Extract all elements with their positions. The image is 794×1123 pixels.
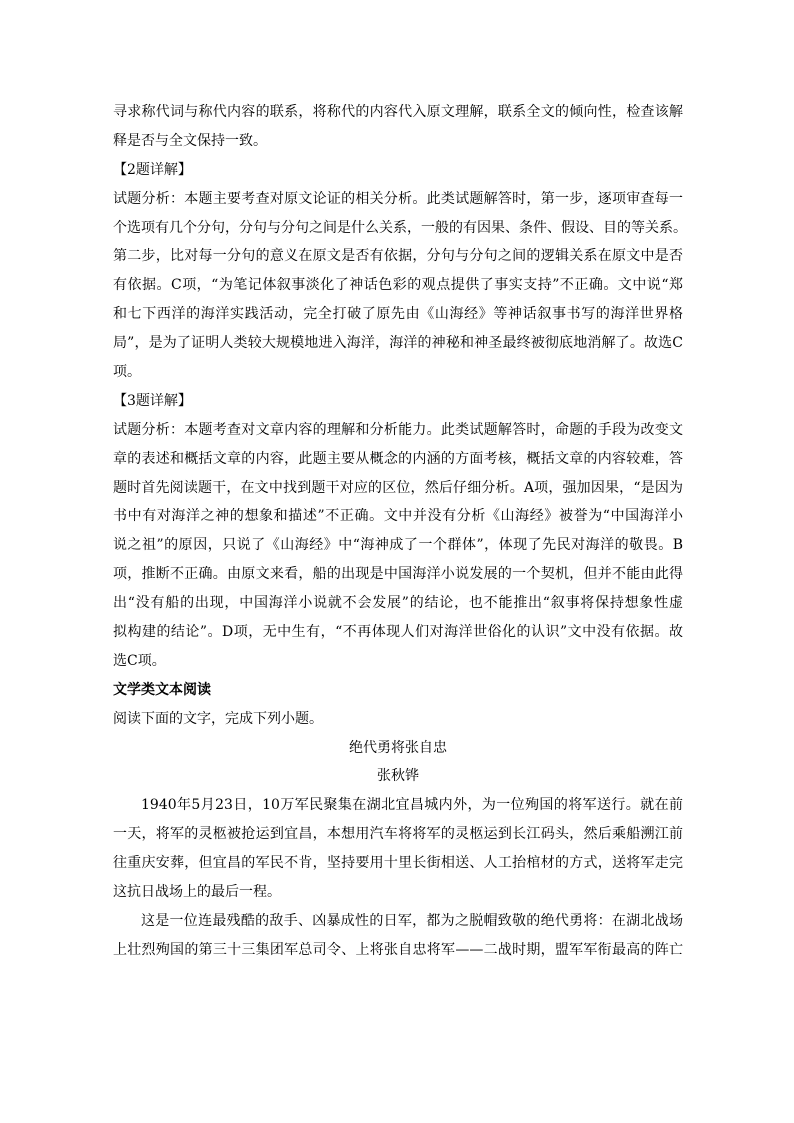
text-line: 章的表述和概括文章的内容，此题主要从概念的内涵的方面考核，概括文章的内容较难，答 xyxy=(113,450,683,467)
text-line: 第二步，比对每一分句的意义在原文是否有依据，分句与分句之间的逻辑关系在原文中是否 xyxy=(113,248,683,265)
text-line: 项，推断不正确。由原文来看，船的出现是中国海洋小说发展的一个契机，但并不能由此得 xyxy=(113,566,683,583)
section-heading-q2: 【2题详解】 xyxy=(113,161,192,178)
text-line: 有依据。C项，“为笔记体叙事淡化了神话色彩的观点提供了事实支持”不正确。文中说“郑 xyxy=(113,277,683,294)
text-line: 选C项。 xyxy=(113,652,166,669)
text-line: 出“没有船的出现，中国海洋小说就不会发展”的结论，也不能推出“叙事将保持想象性虚 xyxy=(113,595,683,612)
text-line: 局”，是为了证明人类较大规模地进入海洋，海洋的神秘和神圣最终被彻底地消解了。故选C xyxy=(113,335,683,352)
section-heading-q3: 【3题详解】 xyxy=(113,392,192,409)
instruction-text: 阅读下面的文字，完成下列小题。 xyxy=(113,710,323,727)
text-line: 寻求称代词与称代内容的联系，将称代的内容代入原文理解，联系全文的倾向性，检查该解 xyxy=(113,104,683,120)
text-line: 往重庆安葬，但宜昌的军民不肯，坚持要用十里长街相送、人工抬棺材的方式，送将军走完 xyxy=(113,855,683,872)
document-page xyxy=(113,98,687,965)
text-line: 这是一位连最残酷的敌手、凶暴成性的日军，都为之脱帽致敬的绝代勇将：在湖北战场 xyxy=(141,912,683,929)
text-line: 释是否与全文保持一致。 xyxy=(113,132,267,149)
article-author: 张秋铧 xyxy=(377,768,419,785)
text-line: 书中有对海洋之神的想象和描述”不正确。文中并没有分析《山海经》被誉为“中国海洋小 xyxy=(113,508,683,525)
text-line: 说之祖”的原因，只说了《山海经》中“海神成了一个群体”，体现了先民对海洋的敬畏。B xyxy=(113,537,683,554)
text-line: 和七下西洋的海洋实践活动，完全打破了原先由《山海经》等神话叙事书写的海洋世界格 xyxy=(113,306,683,323)
text-line: 1940年5月23日，10万军民聚集在湖北宜昌城内外，为一位殉国的将军送行。就在前 xyxy=(141,797,683,814)
text-line: 一天，将军的灵柩被抢运到宜昌，本想用汽车将将军的灵柩运到长江码头，然后乘船溯江前 xyxy=(113,826,683,843)
text-line: 上壮烈殉国的第三十三集团军总司令、上将张自忠将军——二战时期，盟军军衔最高的阵亡 xyxy=(113,941,683,958)
article-title: 绝代勇将张自忠 xyxy=(349,739,447,756)
text-line: 题时首先阅读题干，在文中找到题干对应的区位，然后仔细分析。A项，强加因果，“是因为 xyxy=(113,479,683,496)
text-line: 个选项有几个分句，分句与分句之间是什么关系，一般的有因果、条件、假设、目的等关系。 xyxy=(113,219,687,236)
section-title: 文学类文本阅读 xyxy=(113,681,211,698)
text-line: 这抗日战场上的最后一程。 xyxy=(113,884,281,901)
text-line: 试题分析：本题主要考查对原文论证的相关分析。此类试题解答时，第一步，逐项审查每一 xyxy=(113,190,683,207)
text-line: 试题分析：本题考查对文章内容的理解和分析能力。此类试题解答时，命题的手段为改变文 xyxy=(113,421,683,438)
text-line: 拟构建的结论”。D项，无中生有，“不再体现人们对海洋世俗化的认识”文中没有依据。故 xyxy=(113,624,683,641)
text-line: 项。 xyxy=(113,364,141,381)
